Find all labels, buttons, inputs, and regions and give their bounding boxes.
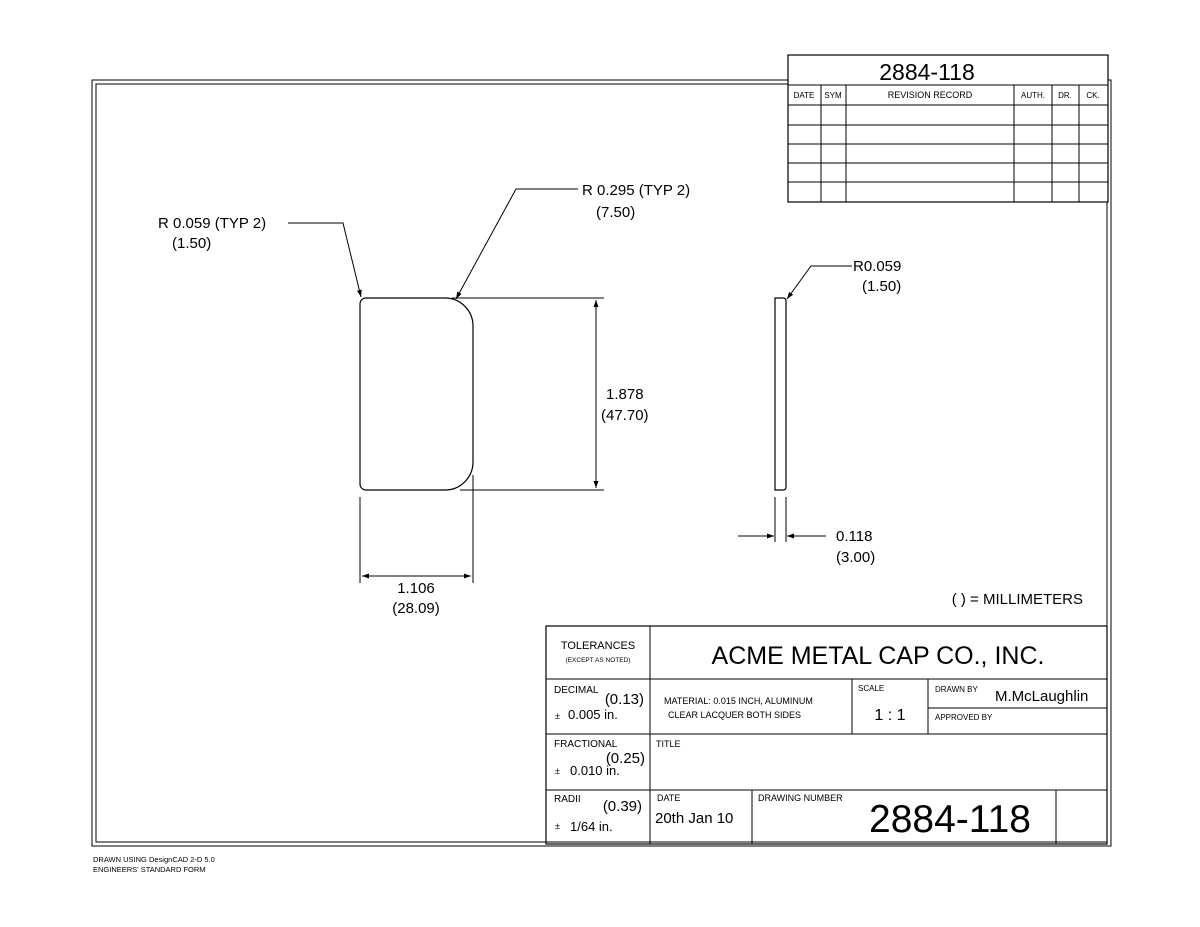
height-label: 1.878	[606, 386, 644, 403]
footer-line2: ENGINEERS' STANDARD FORM	[93, 865, 206, 874]
width-mm-label: (28.09)	[392, 600, 440, 617]
revision-header-sym: SYM	[824, 91, 842, 100]
height-dimension	[452, 298, 604, 490]
company-name: ACME METAL CAP CO., INC.	[711, 642, 1045, 670]
large-radius-label: R 0.295 (TYP 2)	[582, 182, 691, 199]
scale-label: SCALE	[858, 684, 885, 693]
small-radius-mm-label: (1.50)	[172, 235, 212, 252]
units-note: ( ) = MILLIMETERS	[951, 591, 1083, 608]
radii-pm: ±	[555, 821, 560, 831]
revision-header-ck: CK.	[1086, 91, 1100, 100]
scale-value: 1 : 1	[874, 707, 906, 724]
thickness-mm-label: (3.00)	[836, 549, 876, 566]
tolerances-label: TOLERANCES	[560, 640, 636, 652]
approved-by-label: APPROVED BY	[935, 713, 993, 722]
except-label: (EXCEPT AS NOTED)	[565, 657, 631, 664]
small-radius-label: R 0.059 (TYP 2)	[158, 215, 267, 232]
revision-drawing-number: 2884-118	[879, 59, 975, 85]
fractional-mm: (0.25)	[605, 750, 645, 767]
material-line1: MATERIAL: 0.015 INCH, ALUMINUM	[664, 696, 813, 706]
fractional-pm: ±	[555, 766, 560, 776]
thickness-label: 0.118	[836, 528, 873, 545]
drawn-by-label: DRAWN BY	[935, 685, 978, 694]
footer-line1: DRAWN USING DesignCAD 2-D 5.0	[93, 855, 215, 864]
decimal-value: 0.005 in.	[568, 707, 618, 722]
fractional-label: FRACTIONAL	[554, 739, 618, 750]
side-radius-leader	[787, 266, 852, 299]
radii-mm: (0.39)	[602, 798, 642, 815]
fractional-value: 0.010 in.	[570, 763, 620, 778]
small-radius-leader	[288, 223, 361, 297]
large-radius-mm-label: (7.50)	[596, 204, 636, 221]
large-radius-leader	[456, 189, 578, 299]
radii-label: RADII	[554, 794, 581, 805]
date-value: 20th Jan 10	[655, 810, 734, 827]
drawn-by-value: M.McLaughlin	[995, 688, 1089, 705]
height-mm-label: (47.70)	[601, 407, 649, 424]
drawing-number-value: 2884-118	[869, 798, 1031, 841]
part-side-view	[775, 298, 786, 490]
thickness-dimension	[738, 497, 826, 542]
radii-value: 1/64 in.	[570, 819, 613, 834]
revision-header-record: REVISION RECORD	[887, 90, 973, 100]
width-dimension	[360, 475, 473, 583]
width-label: 1.106	[397, 580, 435, 597]
part-front-view	[360, 298, 473, 490]
title-label: TITLE	[656, 739, 681, 749]
side-radius-label: R0.059	[853, 258, 902, 275]
material-line2: CLEAR LACQUER BOTH SIDES	[668, 710, 802, 720]
drawing-number-label: DRAWING NUMBER	[758, 793, 843, 803]
revision-header-date: DATE	[793, 91, 815, 100]
revision-header-dr: DR.	[1058, 91, 1072, 100]
revision-header-auth: AUTH.	[1021, 91, 1045, 100]
decimal-pm: ±	[555, 711, 560, 721]
decimal-label: DECIMAL	[554, 685, 599, 696]
decimal-mm: (0.13)	[604, 691, 644, 708]
side-radius-mm-label: (1.50)	[862, 278, 902, 295]
date-label: DATE	[657, 793, 681, 803]
